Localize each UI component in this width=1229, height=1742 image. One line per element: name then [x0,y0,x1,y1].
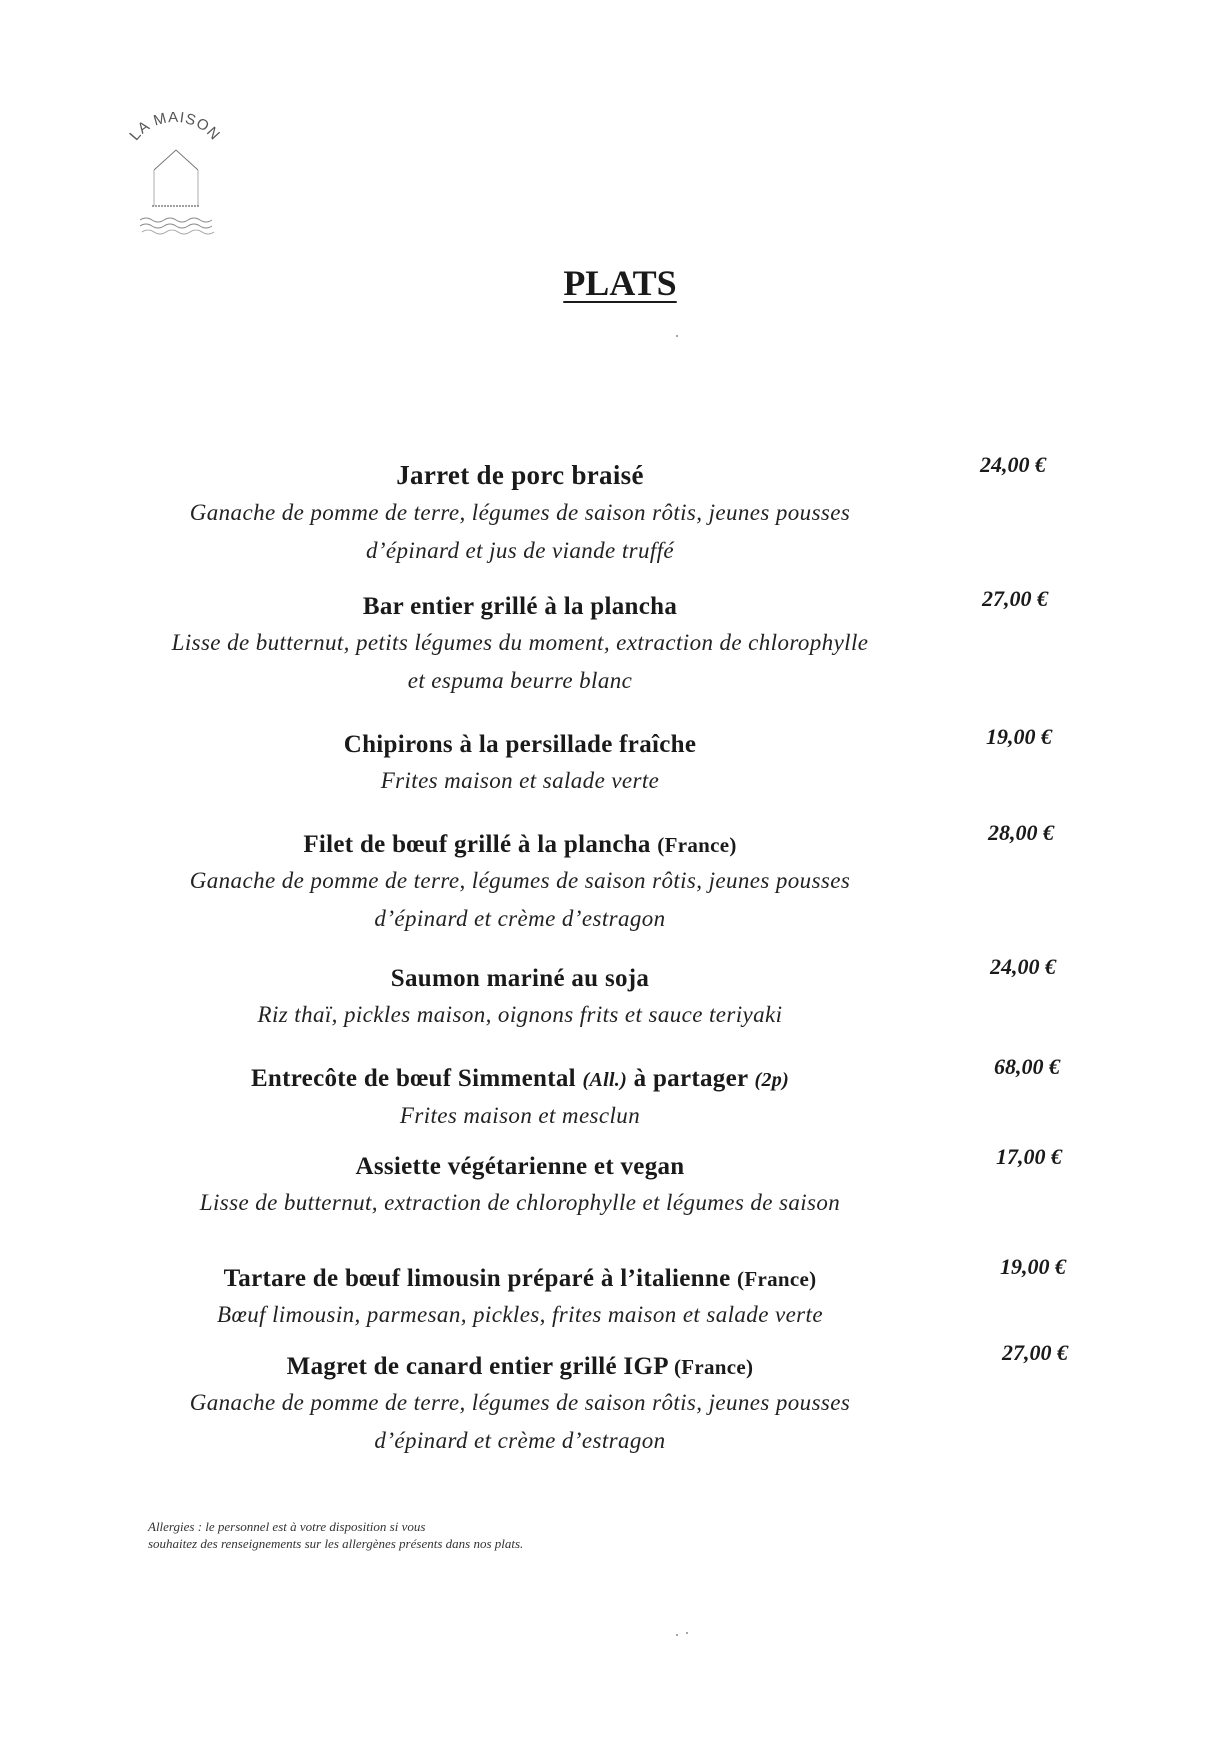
dish-item [110,590,930,700]
dish-description: Riz thaï, pickles maison, oignons frits et sauce teriyaki [257,1002,783,1027]
dish-price: 24,00 € [980,452,1046,477]
la-maison-logo [120,112,230,252]
dish-price: 68,00 € [994,1054,1060,1079]
dish-price: 19,00 € [1000,1254,1066,1279]
dish-price: 17,00 € [996,1144,1062,1169]
dish-name: Magret de canard entier grillé IGP (France) [286,1353,754,1380]
dish-name: Entrecôte de bœuf Simmental (All.) à partager (2p) [250,1065,790,1092]
page-title: PLATS [563,263,677,303]
dish-price: 28,00 € [988,820,1054,845]
dish-item [110,1350,930,1460]
dish-name: Filet de bœuf grillé à la plancha (France) [303,831,737,858]
dish-item [110,1150,930,1222]
dish-name: Chipirons à la persillade fraîche [343,731,697,758]
dish-description: Frites maison et salade verte [380,768,660,793]
dish-price: 27,00 € [982,586,1048,611]
dish-description: Ganache de pomme de terre, légumes de saison rôtis, jeunes pousses d’épinard et crème d’estragon [189,1390,851,1453]
dish-name: Bar entier grillé à la plancha [362,593,678,620]
dish-item [110,828,930,938]
dish-name: Jarret de porc braisé [396,460,644,490]
dish-price: 27,00 € [1002,1340,1068,1365]
dish-price: 19,00 € [986,724,1052,749]
dish-name: Saumon mariné au soja [390,965,650,992]
dish-name: Tartare de bœuf limousin préparé à l’italienne (France) [223,1265,817,1292]
dish-description: Bœuf limousin, parmesan, pickles, frites maison et salade verte [217,1302,823,1327]
dish-item [110,1262,930,1334]
dish-name: Assiette végétarienne et vegan [355,1153,685,1180]
scan-speck [676,335,678,337]
dish-price: 24,00 € [990,954,1056,979]
svg-text:LA MAISON: LA MAISON [126,112,224,144]
scan-speck [676,1634,678,1636]
scan-speck [686,1632,688,1634]
dish-description: Ganache de pomme de terre, légumes de saison rôtis, jeunes pousses d’épinard et jus de viande truffé [189,500,851,563]
dish-item [110,728,930,800]
dish-description: Frites maison et mesclun [399,1103,641,1128]
dish-description: Lisse de butternut, extraction de chlorophylle et légumes de saison [199,1190,841,1215]
dish-description: Ganache de pomme de terre, légumes de saison rôtis, jeunes pousses d’épinard et crème d’estragon [189,868,851,931]
dish-item [110,962,930,1034]
dish-item [110,1062,930,1135]
house-waves-icon [120,112,230,252]
dish-item [110,458,930,570]
dish-description: Lisse de butternut, petits légumes du moment, extraction de chlorophylle et espuma beurre blanc [171,630,869,693]
allergy-footnote: Allergies : le personnel est à votre disposition si vous souhaitez des renseignements sur les allergènes présents dans nos plats. [148,1519,524,1551]
